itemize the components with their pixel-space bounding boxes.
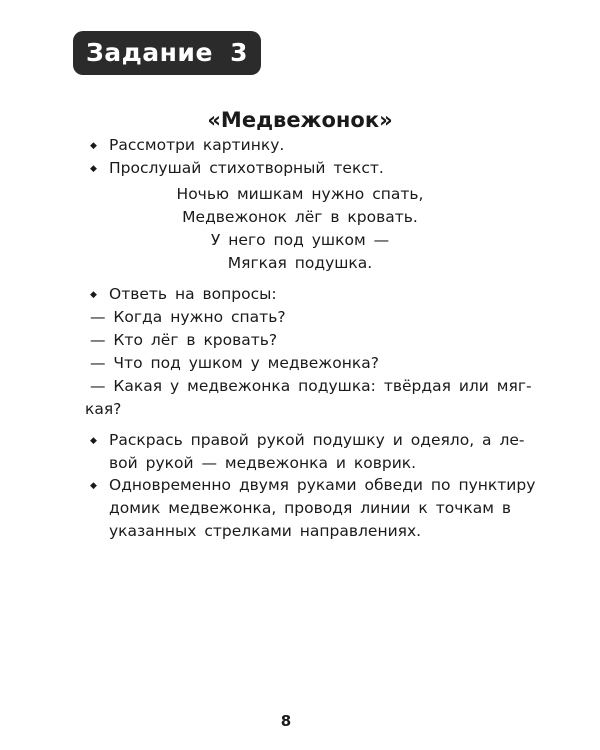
question-item-continued: кая? xyxy=(85,400,122,418)
lesson-title: «Медвежонок» xyxy=(207,108,393,132)
instruction-color-line: Раскрась правой рукой подушку и одеяло, а ле- xyxy=(109,431,525,449)
poem-line: Медвежонок лёг в кровать. xyxy=(182,208,418,226)
bullet-icon: ◆ xyxy=(90,481,97,491)
page-number: 8 xyxy=(280,712,292,730)
instruction-trace-line: указанных стрелками направлениях. xyxy=(109,522,422,540)
question-item: — Что под ушком у медвежонка? xyxy=(90,354,379,372)
bullet-icon: ◆ xyxy=(90,290,97,300)
instruction-listen: Прослушай стихотворный текст. xyxy=(109,159,384,177)
task-badge: Задание 3 xyxy=(73,31,261,75)
question-item: — Когда нужно спать? xyxy=(90,308,286,326)
poem-line: Ночью мишкам нужно спать, xyxy=(176,185,424,203)
question-item: — Кто лёг в кровать? xyxy=(90,331,278,349)
instruction-trace-line: домик медвежонка, проводя линии к точкам в xyxy=(109,499,511,517)
bullet-icon: ◆ xyxy=(90,141,97,151)
question-item: — Какая у медвежонка подушка: твёрдая или мяг- xyxy=(90,377,532,395)
questions-intro: Ответь на вопросы: xyxy=(109,285,277,303)
poem-line: Мягкая подушка. xyxy=(227,254,373,272)
bullet-icon: ◆ xyxy=(90,164,97,174)
instruction-trace-line: Одновременно двумя руками обведи по пунктиру xyxy=(109,476,536,494)
instruction-color-line: вой рукой — медвежонка и коврик. xyxy=(109,454,417,472)
bullet-icon: ◆ xyxy=(90,436,97,446)
poem-line: У него под ушком — xyxy=(210,231,390,249)
instruction-look: Рассмотри картинку. xyxy=(109,136,285,154)
